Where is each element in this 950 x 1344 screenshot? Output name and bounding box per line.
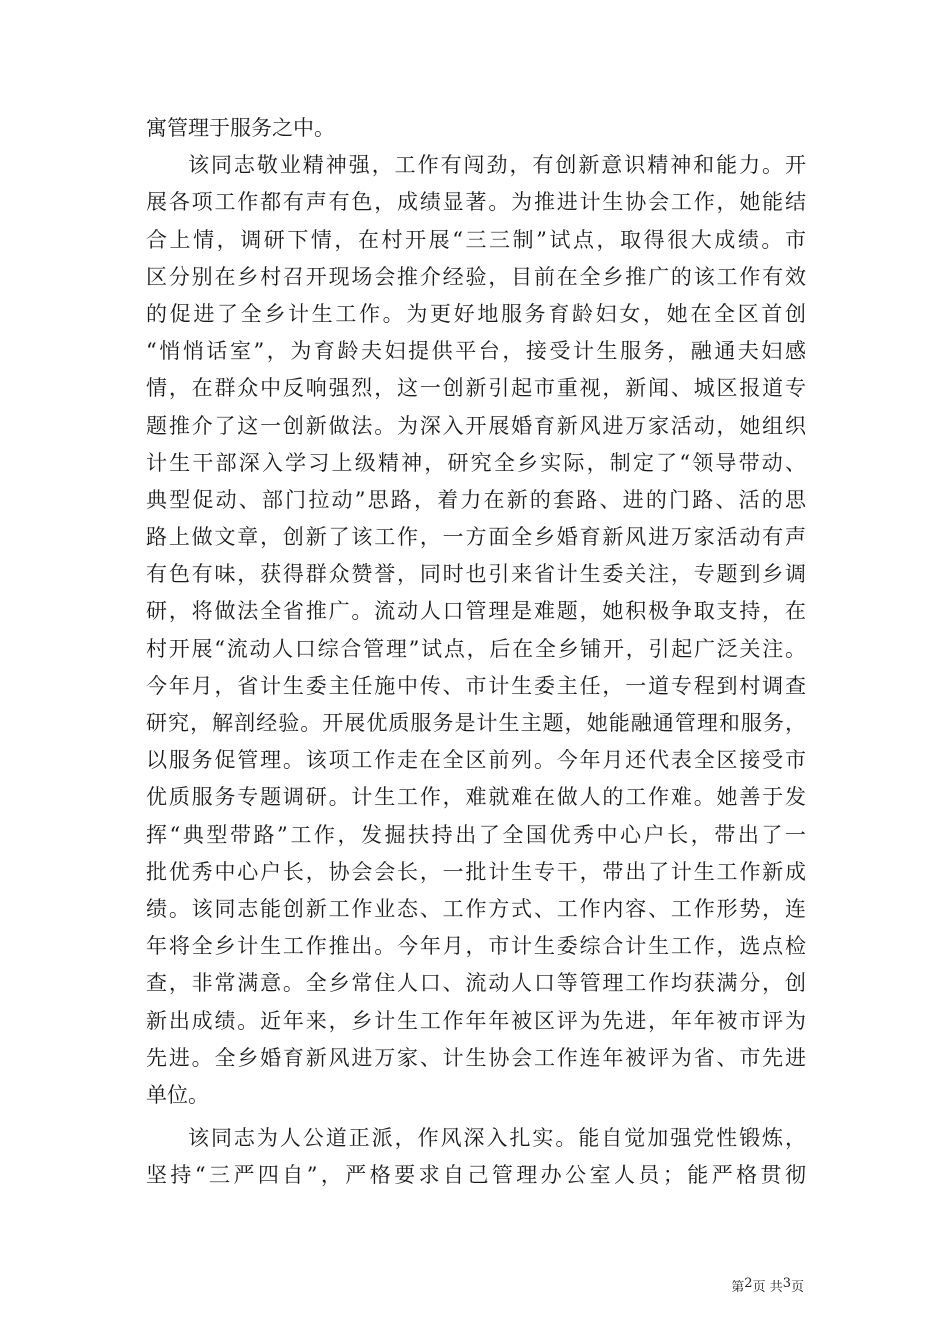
text-line: 绩。该同志能创新工作业态、工作方式、工作内容、工作形势，连 <box>146 896 806 921</box>
text-line: 今年月，省计生委主任施中传、市计生委主任，一道专程到村调查 <box>146 673 806 698</box>
text-line: 计生干部深入学习上级精神，研究全乡实际，制定了“领导带动、 <box>146 450 806 475</box>
text-line: 查，非常满意。全乡常住人口、流动人口等管理工作均获满分，创 <box>146 971 806 996</box>
page-number-footer <box>731 1276 804 1295</box>
document-body <box>146 110 806 1194</box>
paragraph-2 <box>146 147 806 1114</box>
text-line: 研究，解剖经验。开展优质服务是计生主题，她能融通管理和服务， <box>146 711 806 735</box>
page-label-suffix: 页 <box>790 1280 804 1295</box>
text-line: 挥“典型带路”工作，发掘扶持出了全国优秀中心户长，带出了一 <box>146 822 806 847</box>
text-line: 题推介了这一创新做法。为深入开展婚育新风进万家活动，她组织 <box>146 413 806 438</box>
text-line: 研，将做法全省推广。流动人口管理是难题，她积极争取支持，在 <box>146 599 806 624</box>
text-line: 村开展“流动人口综合管理”试点，后在全乡铺开，引起广泛关注。 <box>146 636 806 661</box>
text-line: 新出成绩。近年来，乡计生工作年年被区评为先进，年年被市评为 <box>146 1008 806 1033</box>
text-line: 该同志敬业精神强，工作有闯劲，有创新意识精神和能力。开 <box>188 153 806 178</box>
text-line: 坚持“三严四自”，严格要求自己管理办公室人员；能严格贯彻 <box>146 1163 806 1188</box>
text-line: “悄悄话室”，为育龄夫妇提供平台，接受计生服务，融通夫妇感 <box>146 339 806 364</box>
text-line: 先进。全乡婚育新风进万家、计生协会工作连年被评为省、市先进 <box>146 1045 806 1070</box>
text-line: 该同志为人公道正派，作风深入扎实。能自觉加强党性锻炼， <box>188 1126 806 1151</box>
text-line: 区分别在乡村召开现场会推介经验，目前在全乡推广的该工作有效 <box>146 264 806 289</box>
text-line: 的促进了全乡计生工作。为更好地服务育龄妇女，她在全区首创 <box>146 301 806 326</box>
text-line: 展各项工作都有声有色，成绩显著。为推进计生协会工作，她能结 <box>146 190 806 215</box>
paragraph-3 <box>146 1120 806 1194</box>
current-page-number: 2 <box>744 1276 753 1291</box>
text-line: 情，在群众中反响强烈，这一创新引起市重视，新闻、城区报道专 <box>146 376 806 401</box>
text-line: 合上情，调研下情，在村开展“三三制”试点，取得很大成绩。市 <box>146 227 806 252</box>
text-line: 优质服务专题调研。计生工作，难就难在做人的工作难。她善于发 <box>146 785 806 810</box>
text-line: 寓管理于服务之中。 <box>146 116 335 140</box>
text-line: 典型促动、部门拉动”思路，着力在新的套路、进的门路、活的思 <box>146 487 806 512</box>
text-line: 路上做文章，创新了该工作，一方面全乡婚育新风进万家活动有声 <box>146 525 806 550</box>
page-label-mid: 页 共 <box>752 1280 783 1295</box>
page-label-prefix: 第 <box>731 1280 745 1295</box>
text-line: 单位。 <box>146 1082 209 1107</box>
paragraph-1 <box>146 110 806 147</box>
total-page-number: 3 <box>782 1276 791 1291</box>
text-line: 有色有味，获得群众赞誉，同时也引来省计生委关注，专题到乡调 <box>146 562 806 587</box>
text-line: 年将全乡计生工作推出。今年月，市计生委综合计生工作，选点检 <box>146 934 806 959</box>
text-line: 以服务促管理。该项工作走在全区前列。今年月还代表全区接受市 <box>146 748 806 773</box>
text-line: 批优秀中心户长，协会会长，一批计生专干，带出了计生工作新成 <box>146 859 806 884</box>
